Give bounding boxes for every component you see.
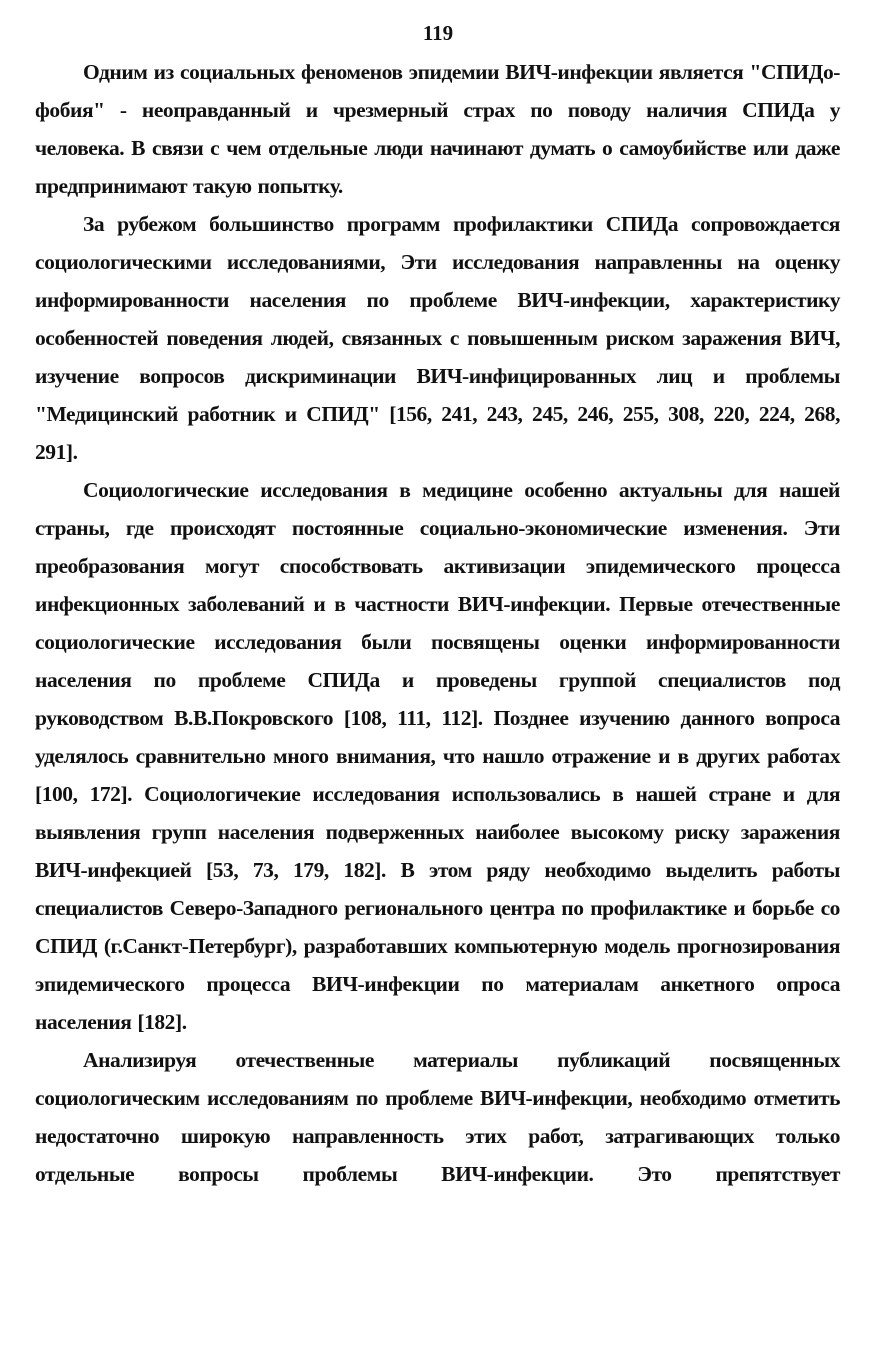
- body-text: [35, 53, 840, 1193]
- paragraph-foreign-programs: За рубежом большинство программ профилактики СПИДа сопровождается социологическими исследованиями, Эти исследования направленны на оценку информированности населения по проблеме ВИЧ-инфекции, характеристику особенностей поведения людей, связанных с повышенным риском заражения ВИЧ, изучение вопросов дискриминации ВИЧ-инфицированных лиц и проблемы "Медицинский работник и СПИД" [156, 241, 243, 245, 246, 255, 308, 220, 224, 268, 291].: [35, 212, 840, 464]
- paragraph-analysis: Анализируя отечественные материалы публикаций посвященных социологическим исследованиям по проблеме ВИЧ-инфекции, необходимо отметить недостаточно широкую направленность этих работ, затрагивающих только отдельные вопросы проблемы ВИЧ-инфекции. Это препятствует: [35, 1048, 840, 1186]
- paragraph-spid-phobia: Одним из социальных феноменов эпидемии ВИЧ-инфекции является "СПИДо-фобия" - неоправданный и чрезмерный страх по поводу наличия СПИДа у человека. В связи с чем отдельные люди начинают думать о самоубийстве или даже предпринимают такую попытку.: [35, 60, 840, 198]
- page-number: 119: [422, 21, 454, 45]
- paragraph-domestic-research: Социологические исследования в медицине особенно актуальны для нашей страны, где происходят постоянные социально-экономические изменения. Эти преобразования могут способствовать активизации эпидемического процесса инфекционных заболеваний и в частности ВИЧ-инфекции. Первые отечественные социологические исследования были посвящены оценки информированности населения по проблеме СПИДа и проведены группой специалистов под руководством В.В.Покровского [108, 111, 112]. Позднее изучению данного вопроса уделялось сравнительно много внимания, что нашло отражение и в других работах [100, 172]. Социологичекие исследования использовались в нашей стране и для выявления групп населения подверженных наиболее высокому риску заражения ВИЧ-инфекцией [53, 73, 179, 182]. В этом ряду необходимо выделить работы специалистов Северо-Западного регионального центра по профилактике и борьбе со СПИД (г.Санкт-Петербург), разработавших компьютерную модель прогнозирования эпидемического процесса ВИЧ-инфекции по материалам анкетного опроса населения [182].: [35, 478, 840, 1034]
